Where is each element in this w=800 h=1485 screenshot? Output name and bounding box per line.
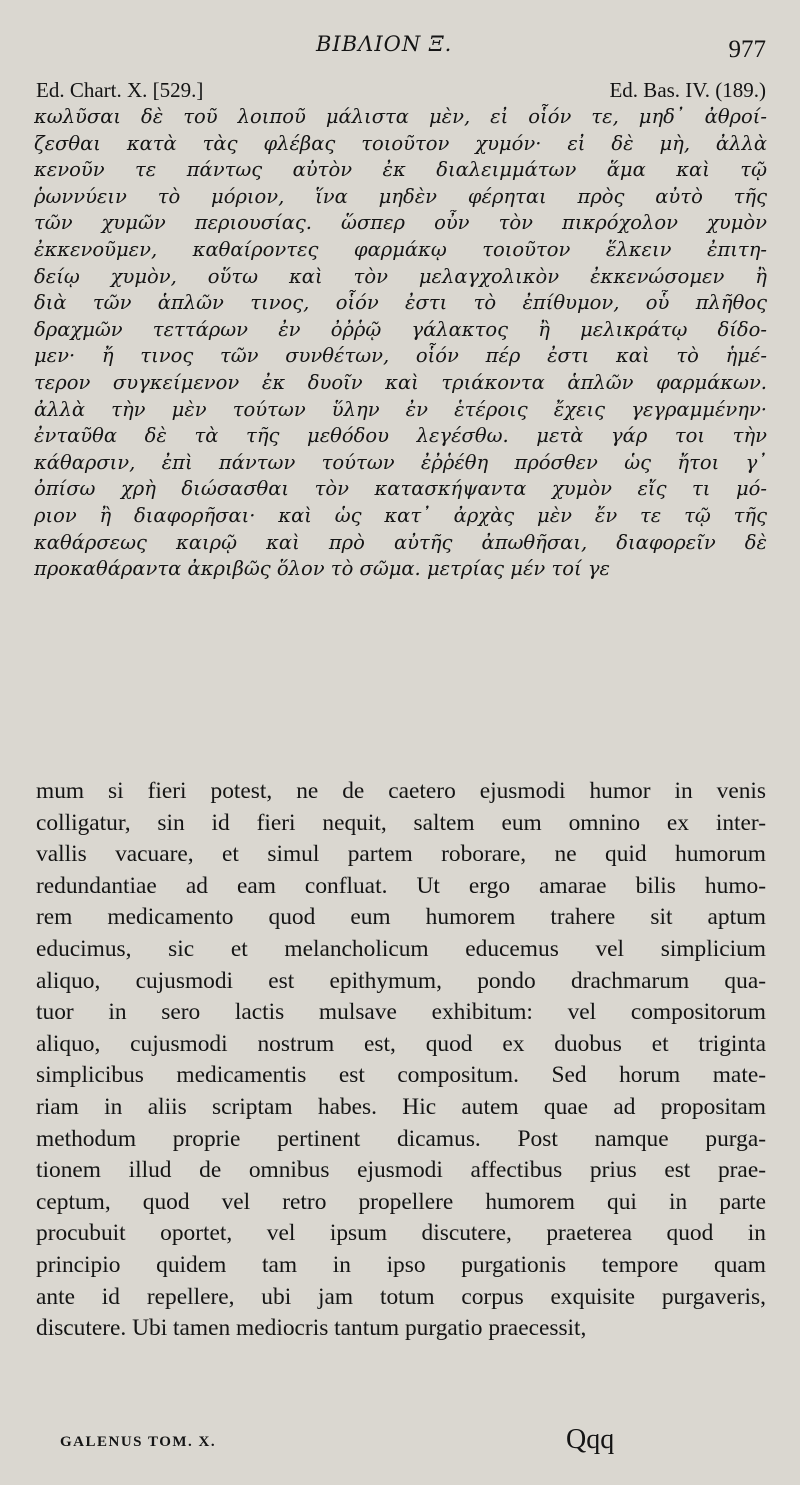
- text-line: aliquo, cujusmodi est epithymum, pondo drachmarum qua-: [36, 967, 766, 994]
- text-line: τῶν χυμῶν περιουσίας. ὥσπερ οὖν τὸν πικρόχολον χυμὸν: [34, 211, 767, 235]
- text-line: procubuit oportet, vel ipsum discutere, praeterea quod in: [36, 1220, 766, 1247]
- running-title: ΒΙΒΛΙΟΝ Ξ.: [316, 32, 453, 56]
- running-head: [0, 28, 800, 68]
- text-line: riam in aliis scriptam habes. Hic autem quae ad propositam: [36, 1093, 766, 1120]
- text-line: ante id repellere, ubi jam totum corpus exquisite purgaveris,: [36, 1283, 766, 1310]
- text-line: καθάρσεως καιρῷ καὶ πρὸ αὐτῆς ἀπωθῆσαι, διαφορεῖν δὲ: [34, 530, 767, 554]
- text-line: ἐνταῦθα δὲ τὰ τῆς μεθόδου λεγέσθω. μετὰ γάρ τοι τὴν: [34, 424, 767, 448]
- text-line: redundantiae ad eam confluat. Ut ergo amarae bilis humo-: [36, 872, 766, 899]
- text-line: ἀλλὰ τὴν μὲν τούτων ὕλην ἐν ἑτέροις ἔχεις γεγραμμένην·: [34, 397, 767, 421]
- text-line: δείῳ χυμὸν, οὕτω καὶ τὸν μελαγχολικὸν ἐκκενώσομεν ἢ: [34, 264, 767, 288]
- text-line: κάθαρσιν, ἐπὶ πάντων τούτων ἐῤῥέθη πρόσθεν ὡς ἤτοι γ᾽: [34, 450, 767, 474]
- text-line: methodum proprie pertinent dicamus. Post namque purga-: [36, 1125, 766, 1152]
- text-line: ριον ἢ διαφορῆσαι· καὶ ὡς κατ᾽ ἀρχὰς μὲν ἔν τε τῷ τῆς: [34, 503, 767, 527]
- text-line: ἐκκενοῦμεν, καθαίροντες φαρμάκῳ τοιοῦτον ἕλκειν ἐπιτη-: [34, 237, 767, 261]
- text-line: discutere. Ubi tamen mediocris tantum purgatio praecessit,: [36, 1315, 587, 1342]
- text-line: ζεσθαι κατὰ τὰς φλέβας τοιοῦτον χυμόν· εἰ δὲ μὴ, ἀλλὰ: [34, 131, 767, 155]
- page-footer: [60, 1424, 760, 1464]
- text-line: simplicibus medicamentis est compositum. Sed horum mate-: [36, 1062, 766, 1089]
- text-line: ῥωννύειν τὸ μόριον, ἵνα μηδὲν φέρηται πρὸς αὐτὸ τῆς: [34, 184, 767, 208]
- signature-mark: Qqq: [566, 1424, 615, 1455]
- text-line: μεν· ἤ τινος τῶν συνθέτων, οἷόν πέρ ἐστι καὶ τὸ ἡμέ-: [34, 344, 767, 368]
- edition-chartier: Ed. Chart. X. [529.]: [36, 78, 204, 102]
- text-line: δραχμῶν τεττάρων ἐν ὀῤῥῷ γάλακτος ἢ μελικράτῳ δίδο-: [34, 317, 767, 341]
- page-number: 977: [728, 36, 766, 63]
- text-line: κενοῦν τε πάντως αὐτὸν ἐκ διαλειμμάτων ἅμα καὶ τῷ: [34, 158, 767, 182]
- signature-label: GALENUS TOM. X.: [60, 1434, 217, 1450]
- latin-text-block: [36, 776, 766, 1345]
- text-line: διὰ τῶν ἁπλῶν τινος, οἷόν ἐστι τὸ ἐπίθυμον, οὗ πλῆθος: [34, 291, 767, 315]
- text-line: educimus, sic et melancholicum educemus vel simplicium: [36, 935, 766, 962]
- text-line: tuor in sero lactis mulsave exhibitum: vel compositorum: [36, 999, 766, 1026]
- text-line: προκαθάραντα ἀκριβῶς ὅλον τὸ σῶμα. μετρίας μέν τοί γε: [34, 557, 610, 581]
- text-line: ceptum, quod vel retro propellere humorem qui in parte: [36, 1188, 766, 1215]
- text-line: colligatur, sin id fieri nequit, saltem eum omnino ex inter-: [36, 809, 766, 836]
- greek-text-block: [34, 104, 767, 583]
- text-line: τερον συγκείμενον ἐκ δυοῖν καὶ τριάκοντα ἁπλῶν φαρμάκων.: [34, 370, 767, 394]
- text-line: rem medicamento quod eum humorem trahere sit aptum: [36, 904, 766, 931]
- text-line: mum si fieri potest, ne de caetero ejusmodi humor in venis: [36, 778, 766, 804]
- text-line: ὀπίσω χρὴ διώσασθαι τὸν κατασκήψαντα χυμὸν εἴς τι μό-: [34, 477, 767, 501]
- text-line: tionem illud de omnibus ejusmodi affectibus prius est prae-: [36, 1157, 766, 1184]
- text-line: vallis vacuare, et simul partem roborare, ne quid humorum: [36, 841, 766, 868]
- text-line: principio quidem tam in ipso purgationis tempore quam: [36, 1251, 766, 1278]
- edition-basel: Ed. Bas. IV. (189.): [609, 78, 766, 102]
- text-line: aliquo, cujusmodi nostrum est, quod ex duobus et triginta: [36, 1030, 766, 1057]
- text-line: κωλῦσαι δὲ τοῦ λοιποῦ μάλιστα μὲν, εἰ οἷόν τε, μηδ᾽ ἀθροί-: [34, 105, 767, 128]
